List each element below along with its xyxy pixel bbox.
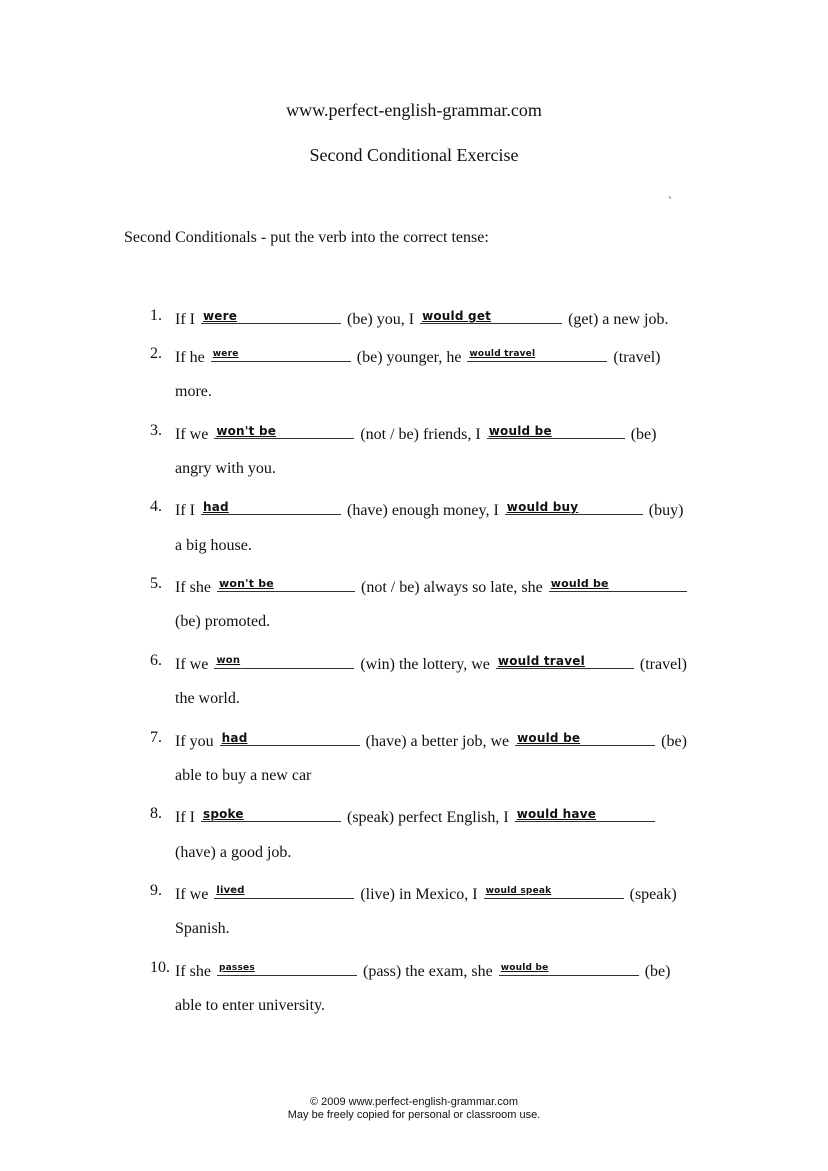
answer-blank[interactable] [549, 574, 687, 592]
answer-blank[interactable] [505, 497, 643, 515]
prompt-text: (not / be) friends, I [360, 426, 481, 443]
answer-blank[interactable] [214, 651, 354, 669]
prompt-text: (speak) perfect English, I [346, 809, 509, 826]
handwritten-answer: won't be [218, 577, 274, 590]
answer-blank[interactable] [201, 306, 341, 324]
exercise-item-9 [175, 881, 677, 905]
item-continuation: Spanish. [175, 920, 230, 937]
exercise-item-8 [175, 804, 657, 828]
page-title: Second Conditional Exercise [309, 145, 519, 165]
prompt-text: If he [175, 349, 205, 366]
answer-blank[interactable] [487, 421, 625, 439]
prompt-text: If you [175, 733, 214, 750]
item-continuation: a big house. [175, 537, 252, 554]
prompt-text: If we [175, 886, 209, 903]
prompt-text: (not / be) always so late, she [360, 579, 543, 596]
item-number: 10. [150, 959, 170, 976]
handwritten-answer: were [212, 349, 239, 359]
handwritten-answer: would travel [497, 654, 585, 668]
prompt-text: (live) in Mexico, I [360, 886, 478, 903]
prompt-text: If I [175, 809, 195, 826]
prompt-text: (have) enough money, I [346, 502, 499, 519]
handwritten-answer: had [202, 500, 229, 514]
prompt-text: (speak) [629, 886, 677, 903]
prompt-text: (be) [630, 426, 657, 443]
answer-blank[interactable] [217, 958, 357, 976]
item-number: 9. [150, 882, 162, 899]
handwritten-answer: were [202, 309, 238, 323]
answer-blank[interactable] [420, 306, 562, 324]
answer-blank[interactable] [211, 344, 351, 362]
handwritten-answer: passes [218, 963, 255, 973]
handwritten-answer: would be [488, 424, 552, 438]
prompt-text: If I [175, 502, 195, 519]
exercise-item-5 [175, 574, 689, 598]
exercise-item-7 [175, 728, 687, 752]
prompt-text: (be) you, I [346, 311, 415, 328]
prompt-text: (be) [644, 963, 671, 980]
item-number: 3. [150, 422, 162, 439]
item-continuation: angry with you. [175, 460, 276, 477]
answer-blank[interactable] [515, 728, 655, 746]
exercise-item-6 [175, 651, 687, 675]
handwritten-answer: won [216, 655, 241, 666]
handwritten-answer: lived [216, 885, 245, 896]
item-continuation: more. [175, 383, 212, 400]
prompt-text: If I [175, 311, 195, 328]
item-number: 7. [150, 729, 162, 746]
prompt-text: If we [175, 426, 209, 443]
stray-mark: ` [668, 194, 672, 208]
prompt-text: If she [175, 963, 211, 980]
exercise-item-4 [175, 497, 683, 521]
instructions: Second Conditionals - put the verb into the correct tense: [124, 229, 489, 246]
answer-blank[interactable] [201, 804, 341, 822]
license-line: May be freely copied for personal or classroom use. [287, 1109, 541, 1121]
item-continuation: able to buy a new car [175, 767, 312, 784]
item-continuation: (have) a good job. [175, 844, 292, 861]
exercise-item-10 [175, 958, 670, 982]
answer-blank[interactable] [499, 958, 639, 976]
exercise-item-2 [175, 344, 661, 368]
handwritten-answer: would be [500, 963, 549, 973]
handwritten-answer: would be [517, 731, 581, 745]
answer-blank[interactable] [201, 497, 341, 515]
item-number: 2. [150, 345, 162, 362]
item-continuation: the world. [175, 690, 240, 707]
answer-blank[interactable] [214, 421, 354, 439]
prompt-text: (have) a better job, we [365, 733, 510, 750]
exercise-item-3 [175, 421, 656, 445]
answer-blank[interactable] [214, 881, 354, 899]
item-number: 4. [150, 498, 162, 515]
prompt-text: If she [175, 579, 211, 596]
copyright-footer [0, 1096, 828, 1122]
prompt-text: (be) [661, 733, 687, 750]
item-continuation: (be) promoted. [175, 613, 271, 630]
answer-blank[interactable] [484, 881, 624, 899]
copyright-line: © 2009 www.perfect-english-grammar.com [309, 1096, 519, 1108]
handwritten-answer: would buy [506, 500, 579, 514]
item-number: 8. [150, 805, 162, 822]
prompt-text: (pass) the exam, she [362, 963, 493, 980]
handwritten-answer: would be [550, 577, 609, 590]
handwritten-answer: would have [516, 807, 597, 821]
handwritten-answer: would travel [469, 349, 536, 359]
handwritten-answer: would speak [485, 886, 552, 896]
prompt-text: (travel) [613, 349, 661, 366]
prompt-text: (buy) [648, 502, 684, 519]
handwritten-answer: would get [422, 309, 492, 323]
item-number: 1. [150, 307, 162, 324]
answer-blank[interactable] [217, 574, 355, 592]
handwritten-answer: spoke [202, 807, 244, 821]
answer-blank[interactable] [467, 344, 607, 362]
site-url: www.perfect-english-grammar.com [286, 100, 542, 120]
item-number: 6. [150, 652, 162, 669]
handwritten-answer: had [221, 731, 248, 745]
answer-blank[interactable] [496, 651, 634, 669]
prompt-text: (be) younger, he [356, 349, 462, 366]
prompt-text: (travel) [639, 656, 687, 673]
prompt-text: If we [175, 656, 209, 673]
answer-blank[interactable] [515, 804, 655, 822]
item-number: 5. [150, 575, 162, 592]
exercise-item-1 [175, 306, 668, 330]
answer-blank[interactable] [220, 728, 360, 746]
item-continuation: able to enter university. [175, 997, 326, 1014]
handwritten-answer: won't be [216, 424, 277, 438]
prompt-text: (get) a new job. [568, 311, 669, 328]
prompt-text: (win) the lottery, we [360, 656, 490, 673]
